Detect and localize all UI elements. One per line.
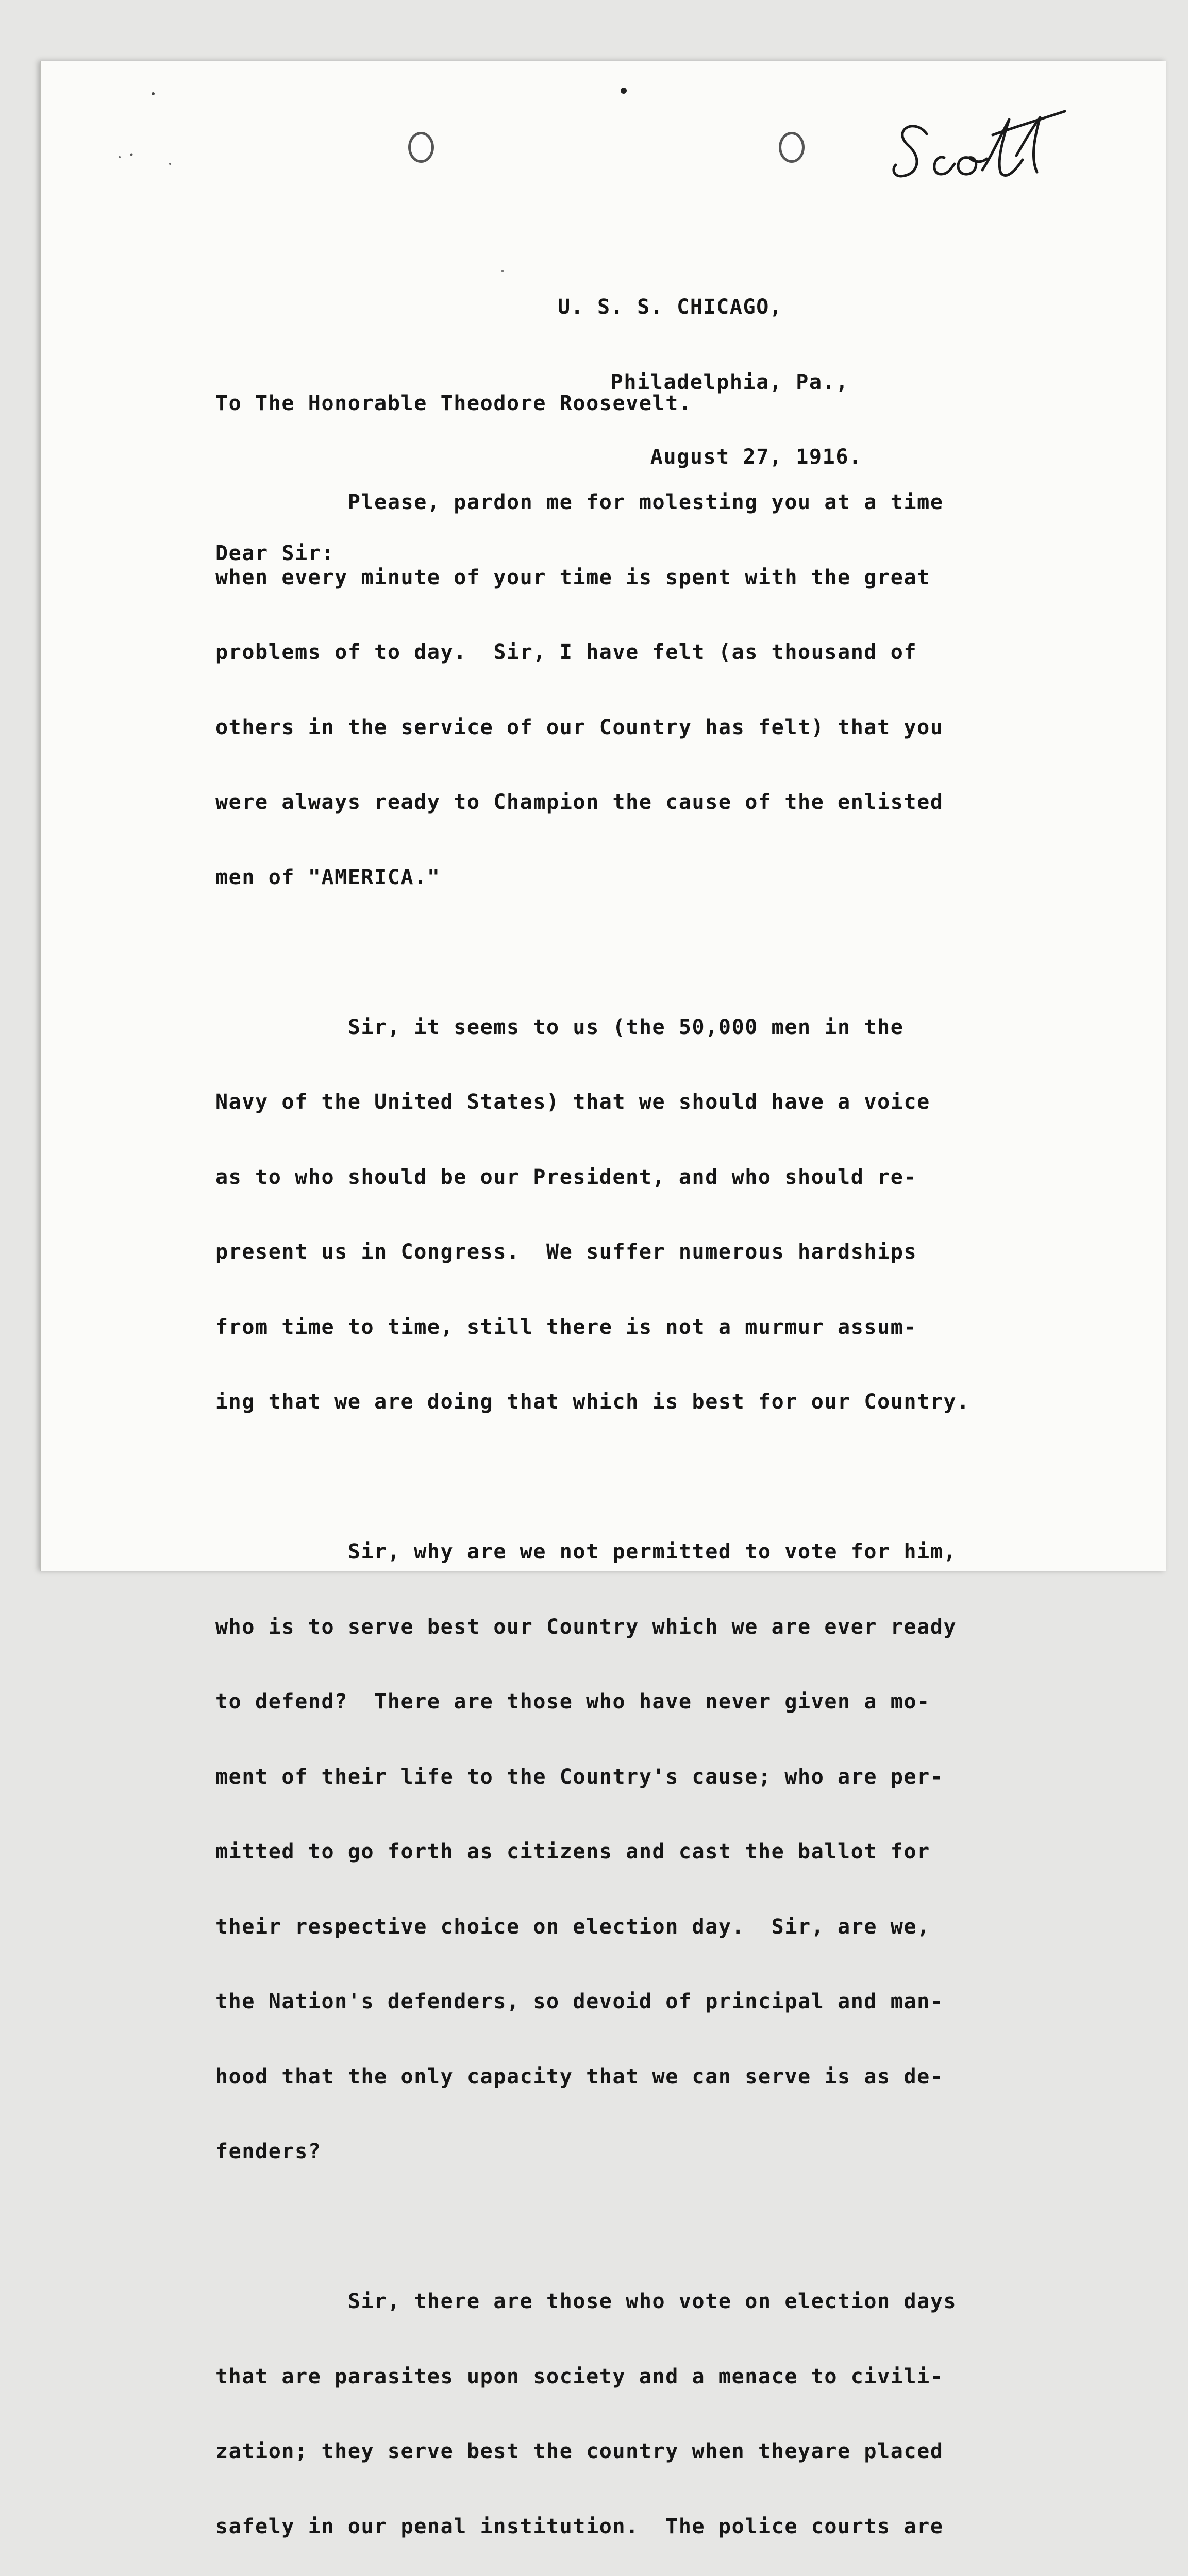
letter-body bbox=[215, 440, 996, 2576]
body-line: Sir, why are we not permitted to vote for him, bbox=[215, 1540, 957, 1564]
heading-date: August 27, 1916. bbox=[558, 445, 862, 469]
body-line: Sir, it seems to us (the 50,000 men in the bbox=[215, 1015, 904, 1039]
ink-speck bbox=[119, 156, 121, 158]
body-line: mitted to go forth as citizens and cast the ballot for bbox=[215, 1840, 930, 1863]
body-line: Sir, there are those who vote on election days bbox=[215, 2290, 957, 2313]
body-line: the Nation's defenders, so devoid of principal and man- bbox=[215, 1990, 944, 2013]
heading-ship: U. S. S. CHICAGO, bbox=[558, 295, 783, 319]
body-line: to defend? There are those who have never given a mo- bbox=[215, 1690, 930, 1714]
body-line: safely in our penal institution. The police courts are bbox=[215, 2514, 944, 2538]
body-line: zation; they serve best the country when theyare placed bbox=[215, 2439, 944, 2463]
body-line: their respective choice on election day. Sir, are we, bbox=[215, 1914, 930, 1939]
body-line: others in the service of our Country has felt) that you bbox=[215, 715, 944, 739]
handwritten-signature bbox=[886, 98, 1072, 185]
body-line: Please, pardon me for molesting you at a time bbox=[215, 490, 944, 514]
body-line: men of "AMERICA." bbox=[215, 865, 441, 889]
punch-hole-right bbox=[779, 132, 805, 163]
heading-city: Philadelphia, Pa., bbox=[558, 370, 849, 394]
body-line: present us in Congress. We suffer numerous hardships bbox=[215, 1240, 917, 1264]
ink-speck bbox=[169, 163, 171, 165]
salutation: Dear Sir: bbox=[215, 541, 335, 565]
addressee-line: To The Honorable Theodore Roosevelt. bbox=[215, 392, 692, 415]
body-line: hood that the only capacity that we can serve is as de- bbox=[215, 2064, 944, 2089]
paragraph-gap bbox=[215, 1465, 996, 1490]
body-line: as to who should be our President, and who should re- bbox=[215, 1165, 917, 1189]
body-line: who is to serve best our Country which we are ever ready bbox=[215, 1615, 957, 1639]
body-line: ment of their life to the Country's cause; who are per- bbox=[215, 1765, 944, 1789]
body-line: problems of to day. Sir, I have felt (as thousand of bbox=[215, 640, 917, 664]
body-line: ing that we are doing that which is best for our Country. bbox=[215, 1390, 970, 1414]
body-line: were always ready to Champion the cause of the enlisted bbox=[215, 790, 944, 814]
paragraph-gap bbox=[215, 940, 996, 965]
ink-speck bbox=[130, 154, 133, 156]
punch-hole-left bbox=[408, 132, 434, 163]
body-line: fenders? bbox=[215, 2140, 322, 2163]
ink-speck bbox=[501, 270, 504, 272]
body-line: that are parasites upon society and a menace to civili- bbox=[215, 2364, 944, 2388]
ink-speck bbox=[621, 88, 627, 94]
body-line: when every minute of your time is spent with the great bbox=[215, 565, 930, 589]
ink-speck bbox=[152, 92, 155, 95]
body-line: Navy of the United States) that we should have a voice bbox=[215, 1090, 930, 1114]
body-line: from time to time, still there is not a murmur assum- bbox=[215, 1315, 917, 1339]
paragraph-gap bbox=[215, 2214, 996, 2240]
